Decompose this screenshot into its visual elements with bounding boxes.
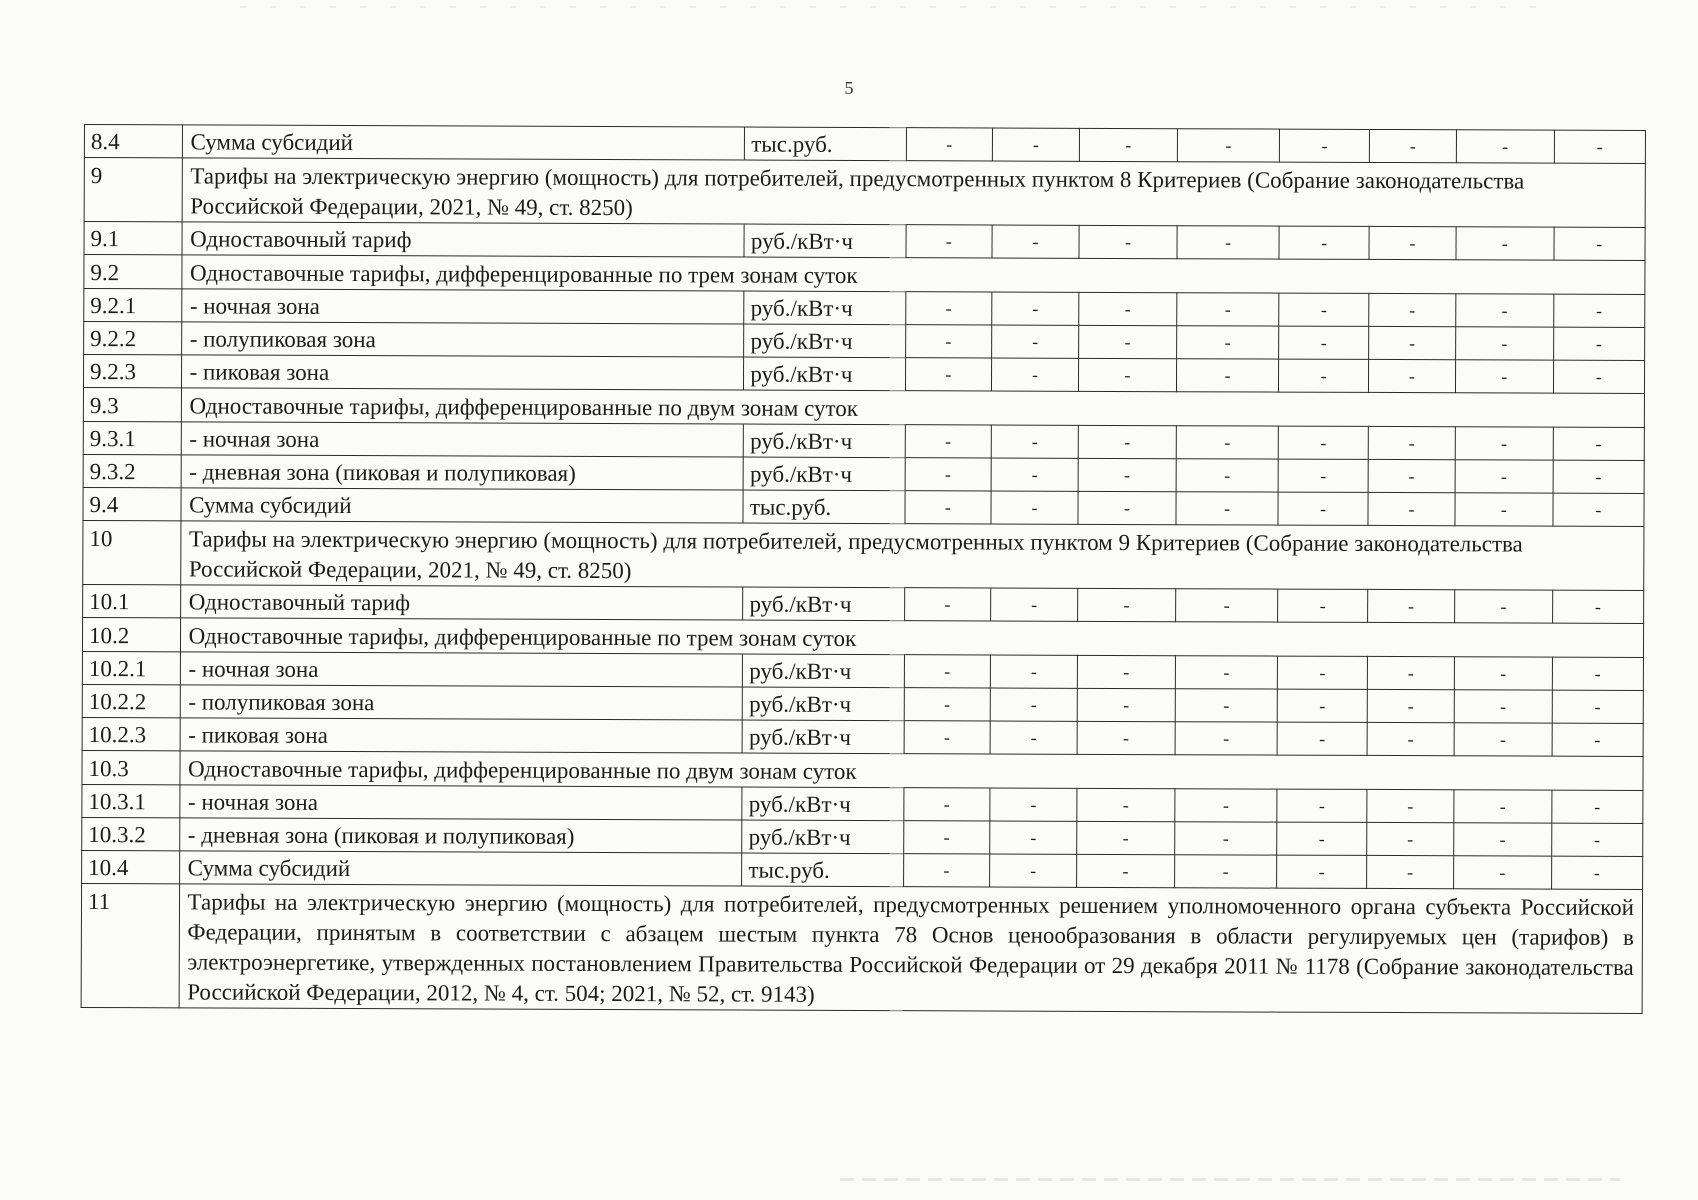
value-cell: - [1279, 426, 1368, 459]
scan-artifact-bottom [840, 1178, 1620, 1181]
tariff-table [81, 124, 1646, 1014]
section-row [81, 883, 1642, 1013]
unit-cell: тыс.руб. [745, 127, 906, 161]
unit-cell: руб./кВт·ч [744, 224, 905, 258]
value-cell: - [991, 325, 1078, 358]
value-cell: - [1277, 789, 1366, 822]
value-cell: - [906, 225, 992, 258]
row-number: 9.1 [84, 222, 182, 255]
row-label: - ночная зона [181, 289, 744, 324]
row-number: 8.4 [84, 125, 182, 158]
value-cell: - [992, 128, 1079, 161]
row-number: 10.3 [82, 750, 180, 784]
value-cell: - [1278, 689, 1367, 722]
section-row [82, 750, 1643, 790]
table-row [84, 125, 1645, 164]
table-row [83, 355, 1644, 394]
section-heading: Тарифы на электрическую энергию (мощность) для потребителей, предусмотренных решением уполномоченного органа субъекта Российской Федерации, принятым в соответствии с абзацем шестым пункта 78 Основ ценообразования в области регулируемых цен (тарифов) в электроэнергетике, утвержденных постановлением Правительства Российской Федерации от 29 декабря 2011 № 1178 (Собрание законодательства Российской Федерации, 2012, № 4, ст. 504; 2021, № 52, ст. 9143) [179, 884, 1643, 1014]
table-row [82, 651, 1643, 690]
row-label: - ночная зона [180, 652, 743, 687]
unit-cell: тыс.руб. [742, 853, 903, 887]
value-cell: - [904, 688, 990, 721]
unit-cell: руб./кВт·ч [744, 291, 905, 325]
value-cell: - [1176, 459, 1279, 492]
value-cell: - [1078, 491, 1176, 524]
value-cell: - [1077, 788, 1175, 821]
section-heading: Одноставочные тарифы, дифференцированные по двум зонам суток [181, 388, 1645, 428]
section-row [83, 520, 1644, 590]
value-cell: - [1174, 855, 1277, 888]
row-number: 9.2.3 [83, 355, 181, 388]
value-cell: - [904, 721, 990, 754]
row-number: 10.2.3 [82, 717, 180, 750]
value-cell: - [1367, 689, 1454, 722]
table-row [82, 784, 1643, 823]
value-cell: - [1367, 789, 1454, 822]
value-cell: - [1279, 293, 1368, 326]
value-cell: - [1279, 326, 1368, 359]
value-cell: - [1455, 590, 1553, 623]
value-cell: - [1077, 688, 1175, 721]
row-number: 10 [83, 520, 181, 584]
row-number: 9.2.1 [84, 289, 182, 322]
value-cell: - [1553, 327, 1645, 360]
value-cell: - [1551, 790, 1643, 823]
value-cell: - [1177, 129, 1280, 162]
value-cell: - [1456, 294, 1554, 327]
table-row [83, 584, 1644, 623]
row-number: 9.3.1 [83, 421, 181, 454]
value-cell: - [1368, 359, 1455, 392]
section-heading: Тарифы на электрическую энергию (мощность) для потребителей, предусмотренных пунктом 8 Критериев (Собрание законодательства Российской Федерации, 2021, № 49, ст. 8250) [182, 158, 1646, 228]
value-cell: - [1277, 822, 1366, 855]
value-cell: - [1369, 129, 1456, 162]
value-cell: - [1551, 823, 1643, 856]
table-row [84, 322, 1645, 361]
value-cell: - [1456, 227, 1554, 260]
unit-cell: руб./кВт·ч [744, 357, 905, 391]
value-cell: - [1552, 657, 1644, 690]
value-cell: - [1456, 327, 1554, 360]
value-cell: - [1551, 856, 1643, 889]
value-cell: - [905, 358, 991, 391]
value-cell: - [1079, 358, 1177, 391]
section-row [84, 255, 1645, 295]
section-heading: Тарифы на электрическую энергию (мощность) для потребителей, предусмотренных пунктом 9 Критериев (Собрание законодательства Российской Федерации, 2021, № 49, ст. 8250) [180, 521, 1644, 591]
section-row [83, 387, 1644, 427]
row-label: - полупиковая зона [180, 685, 743, 720]
value-cell: - [990, 721, 1077, 754]
value-cell: - [1277, 855, 1366, 888]
row-label: - пиковая зона [180, 718, 743, 753]
value-cell: - [1454, 856, 1552, 889]
row-label: Одноставочный тариф [180, 585, 743, 620]
value-cell: - [1176, 492, 1279, 525]
value-cell: - [1553, 493, 1645, 526]
value-cell: - [1454, 690, 1552, 723]
section-row [82, 617, 1643, 657]
value-cell: - [1367, 589, 1454, 622]
unit-cell: руб./кВт·ч [742, 720, 903, 754]
value-cell: - [1368, 326, 1455, 359]
value-cell: - [1553, 360, 1645, 393]
unit-cell: руб./кВт·ч [743, 457, 904, 491]
value-cell: - [1279, 226, 1368, 259]
value-cell: - [903, 788, 989, 821]
unit-cell: руб./кВт·ч [743, 654, 904, 688]
row-label: - полупиковая зона [181, 322, 744, 357]
row-number: 9.2 [84, 255, 182, 289]
value-cell: - [1367, 656, 1454, 689]
value-cell: - [1280, 129, 1369, 162]
row-label: Сумма субсидий [179, 851, 742, 886]
table-row [83, 421, 1644, 460]
row-label: - дневная зона (пиковая и полупиковая) [181, 455, 744, 490]
value-cell: - [1175, 789, 1278, 822]
value-cell: - [1456, 130, 1554, 163]
row-number: 10.1 [83, 584, 181, 617]
value-cell: - [1079, 128, 1177, 161]
value-cell: - [1175, 722, 1278, 755]
value-cell: - [1552, 690, 1644, 723]
value-cell: - [992, 292, 1079, 325]
row-label: - ночная зона [181, 422, 744, 457]
value-cell: - [1455, 427, 1553, 460]
value-cell: - [1454, 790, 1552, 823]
value-cell: - [1175, 589, 1278, 622]
row-label: - дневная зона (пиковая и полупиковая) [179, 818, 742, 853]
row-label: Одноставочный тариф [182, 222, 745, 257]
row-label: - ночная зона [179, 785, 742, 820]
value-cell: - [903, 821, 989, 854]
value-cell: - [1077, 721, 1175, 754]
value-cell: - [1278, 589, 1367, 622]
table-row [82, 850, 1643, 889]
value-cell: - [1078, 458, 1176, 491]
value-cell: - [1552, 590, 1644, 623]
row-number: 10.3.2 [82, 817, 180, 850]
value-cell: - [990, 655, 1077, 688]
value-cell: - [904, 655, 990, 688]
value-cell: - [1078, 425, 1176, 458]
value-cell: - [1176, 326, 1279, 359]
section-heading: Одноставочные тарифы, дифференцированные по трем зонам суток [180, 618, 1644, 658]
value-cell: - [1176, 426, 1279, 459]
value-cell: - [1454, 723, 1552, 756]
section-heading: Одноставочные тарифы, дифференцированные по трем зонам суток [181, 255, 1645, 295]
value-cell: - [1553, 294, 1645, 327]
page-number: 5 [844, 78, 854, 98]
value-cell: - [1077, 854, 1175, 887]
value-cell: - [1552, 723, 1644, 756]
value-cell: - [1455, 493, 1553, 526]
value-cell: - [991, 458, 1078, 491]
value-cell: - [1077, 821, 1175, 854]
unit-cell: руб./кВт·ч [743, 587, 904, 621]
value-cell: - [991, 425, 1078, 458]
row-label: - пиковая зона [181, 355, 744, 390]
value-cell: - [1368, 492, 1455, 525]
value-cell: - [1278, 492, 1367, 525]
value-cell: - [991, 491, 1078, 524]
unit-cell: руб./кВт·ч [742, 820, 903, 854]
value-cell: - [1455, 360, 1553, 393]
value-cell: - [905, 425, 991, 458]
value-cell: - [1368, 459, 1455, 492]
value-cell: - [905, 491, 991, 524]
row-number: 10.2 [82, 617, 180, 651]
value-cell: - [1079, 325, 1177, 358]
row-number: 10.2.2 [82, 684, 180, 717]
value-cell: - [989, 854, 1076, 887]
value-cell: - [1078, 588, 1176, 621]
value-cell: - [1279, 359, 1368, 392]
section-heading: Одноставочные тарифы, дифференцированные по двум зонам суток [180, 751, 1644, 791]
value-cell: - [1369, 226, 1456, 259]
value-cell: - [1554, 130, 1646, 163]
section-row [84, 158, 1645, 228]
value-cell: - [906, 128, 992, 161]
row-number: 10.2.1 [82, 651, 180, 684]
value-cell: - [1455, 460, 1553, 493]
row-number: 9 [84, 158, 182, 222]
value-cell: - [905, 458, 991, 491]
value-cell: - [1454, 657, 1552, 690]
value-cell: - [1077, 655, 1175, 688]
value-cell: - [990, 688, 1077, 721]
value-cell: - [1175, 656, 1278, 689]
row-number: 10.4 [82, 850, 180, 883]
value-cell: - [1368, 426, 1455, 459]
value-cell: - [1176, 293, 1279, 326]
row-number: 10.3.1 [82, 784, 180, 817]
value-cell: - [1366, 822, 1453, 855]
row-number: 9.3 [83, 387, 181, 421]
value-cell: - [1553, 427, 1645, 460]
value-cell: - [990, 588, 1077, 621]
value-cell: - [1553, 460, 1645, 493]
table-row [82, 717, 1643, 756]
value-cell: - [905, 292, 991, 325]
row-number: 11 [81, 883, 179, 1007]
row-label: Сумма субсидий [182, 125, 745, 160]
value-cell: - [905, 325, 991, 358]
row-number: 9.4 [83, 487, 181, 520]
value-cell: - [1277, 722, 1366, 755]
value-cell: - [1368, 293, 1455, 326]
value-cell: - [1366, 855, 1453, 888]
unit-cell: тыс.руб. [743, 490, 904, 524]
table-row [84, 289, 1645, 328]
value-cell: - [1278, 459, 1367, 492]
unit-cell: руб./кВт·ч [744, 424, 905, 458]
value-cell: - [903, 854, 989, 887]
value-cell: - [1278, 656, 1367, 689]
table-row [82, 817, 1643, 856]
value-cell: - [904, 588, 990, 621]
unit-cell: руб./кВт·ч [742, 787, 903, 821]
value-cell: - [1554, 227, 1646, 260]
row-number: 9.3.2 [83, 454, 181, 487]
value-cell: - [990, 821, 1077, 854]
value-cell: - [1367, 722, 1454, 755]
value-cell: - [991, 358, 1078, 391]
value-cell: - [1177, 226, 1280, 259]
row-label: Сумма субсидий [181, 488, 744, 523]
value-cell: - [1079, 292, 1177, 325]
unit-cell: руб./кВт·ч [743, 687, 904, 721]
value-cell: - [992, 225, 1079, 258]
value-cell: - [990, 788, 1077, 821]
scan-artifact-top [240, 6, 1540, 8]
value-cell: - [1454, 823, 1552, 856]
table-row [84, 222, 1645, 261]
value-cell: - [1175, 689, 1278, 722]
value-cell: - [1176, 359, 1279, 392]
table-row [83, 454, 1644, 493]
table-row [82, 684, 1643, 723]
table-row [83, 487, 1644, 526]
row-number: 9.2.2 [84, 322, 182, 355]
unit-cell: руб./кВт·ч [744, 324, 905, 358]
value-cell: - [1174, 822, 1277, 855]
value-cell: - [1079, 225, 1177, 258]
